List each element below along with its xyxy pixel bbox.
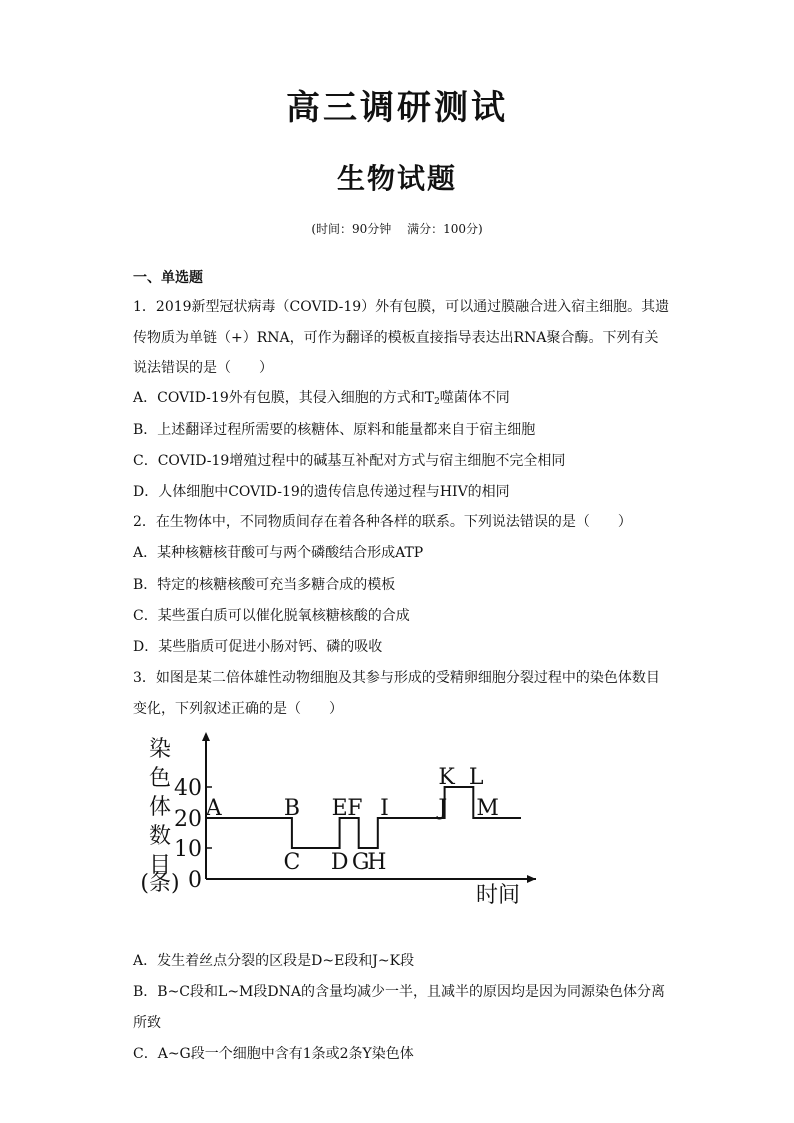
page-title: 高三调研测试 [286,88,508,128]
y-axis-label-char: (条) [140,871,180,896]
q3-option-a: A．发生着丝点分裂的区段是D~E段和J~K段 [133,953,415,969]
y-axis-label-char: 色 [148,766,172,791]
q2-option-a: A．某种核糖核苷酸可与两个磷酸结合形成ATP [133,545,424,561]
time-info: (时间：90分钟 [311,222,392,236]
q1-option-c: C．COVID-19增殖过程中的碱基互补配对方式与宿主细胞不完全相同 [133,453,566,469]
point-label: F [347,796,363,821]
q3-stem-line-2: 变化，下列叙述正确的是（ ） [133,701,343,717]
subject-title: 生物试题 [336,162,457,195]
y-tick-label: 10 [174,837,202,862]
exam-meta [0,220,794,238]
point-label: B [283,796,300,821]
y-axis-label-char: 目 [148,853,172,878]
q1-option-d: D．人体细胞中COVID-19的遗传信息传递过程与HIV的相同 [133,484,510,500]
point-label: M [476,796,499,821]
point-label: G [351,850,370,875]
x-axis-label: 时间 [475,883,521,908]
section-heading: 一、单选题 [133,270,203,286]
q3-option-b-line-2: 所致 [133,1015,161,1031]
y-axis-arrow [202,732,210,741]
point-label: J [438,796,448,821]
x-axis-arrow [527,875,536,883]
point-label: D [330,850,349,875]
q1-option-a-subscript: 2 [434,397,440,407]
point-label: A [205,796,222,821]
y-axis-label-char: 数 [148,824,172,849]
chromosome-count-chart [138,728,558,913]
point-label: K [438,765,455,790]
point-label: C [283,850,301,875]
q1-option-a [133,388,673,408]
q2-option-c: C．某些蛋白质可以催化脱氧核糖核酸的合成 [133,608,410,624]
q1-stem-line-2: 传物质为单链（+）RNA，可作为翻译的模板直接指导表达出RNA聚合酶。下列有关 [133,330,659,346]
q1-stem-line-1: 1．2019新型冠状病毒（COVID-19）外有包膜，可以通过膜融合进入宿主细胞。其遗 [133,299,670,315]
q1-option-a-text: A．COVID-19外有包膜，其侵入细胞的方式和T [133,390,435,406]
q1-stem-line-3: 说法错误的是（ ） [133,360,273,376]
q1-option-b: B．上述翻译过程所需要的核糖体、原料和能量都来自于宿主细胞 [133,422,536,438]
y-tick-label: 0 [188,868,202,893]
q1-option-a-tail: 噬菌体不同 [439,390,510,406]
q3-option-b-line-1: B．B~C段和L~M段DNA的含量均减少一半，且减半的原因均是因为同源染色体分离 [133,984,665,1000]
q2-stem-line-1: 2．在生物体中，不同物质间存在着各种各样的联系。下列说法错误的是（ ） [133,514,632,530]
q3-stem-line-1: 3．如图是某二倍体雄性动物细胞及其参与形成的受精卵细胞分裂过程中的染色体数目 [133,670,660,686]
q3-option-c: C．A~G段一个细胞中含有1条或2条Y染色体 [133,1046,414,1062]
score-info: 满分：100分) [407,222,483,236]
point-label: L [468,765,484,790]
point-label: H [367,850,387,875]
y-tick-label: 20 [174,807,202,832]
y-axis-label-char: 染 [148,737,172,762]
point-label: I [380,796,389,821]
chromosome-count-line [206,787,521,848]
q2-option-b: B．特定的核糖核酸可充当多糖合成的模板 [133,577,396,593]
q2-option-d: D．某些脂质可促进小肠对钙、磷的吸收 [133,639,383,655]
y-axis-label-char: 体 [148,795,172,820]
y-tick-label: 40 [174,776,202,801]
point-label: E [331,796,348,821]
